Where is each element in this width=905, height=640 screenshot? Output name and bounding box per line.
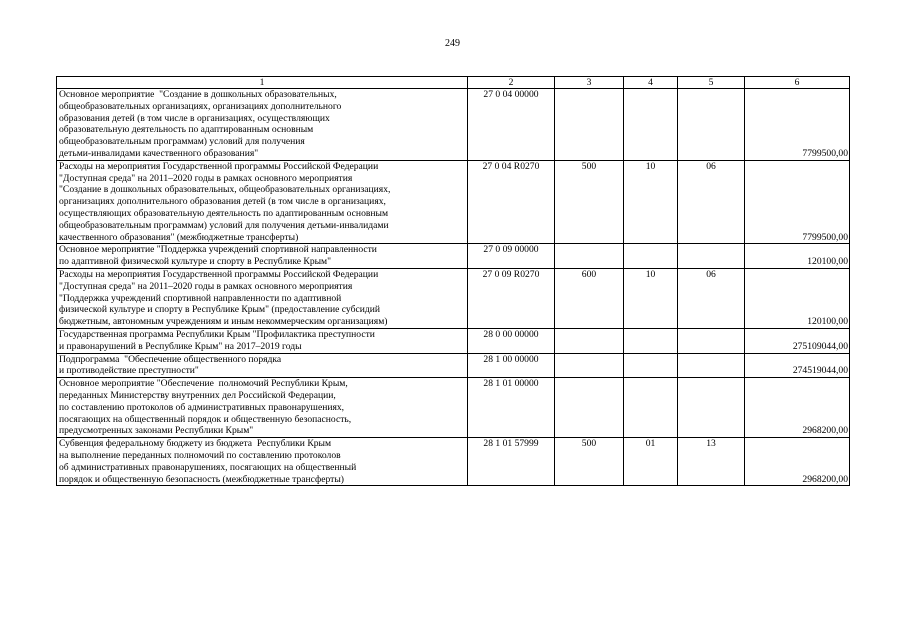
row-amount: 275109044,00: [745, 328, 850, 353]
column-header: 3: [555, 77, 624, 89]
row-code: 28 0 00 00000: [468, 328, 555, 353]
table-row: [57, 353, 850, 378]
row-amount: 7799500,00: [745, 160, 850, 244]
row-col5: 06: [678, 160, 745, 244]
row-col5: [678, 89, 745, 161]
row-name: Субвенция федеральному бюджету из бюджета Республики Крым на выполнение переданных полномочий по составлению протоколов об административных правонарушениях, посягающих на общественный порядок и общественную безопасность (межбюджетные трансферты): [57, 438, 468, 486]
row-code: 27 0 04 00000: [468, 89, 555, 161]
row-col4: 10: [624, 268, 678, 328]
row-col4: [624, 244, 678, 269]
row-col5: [678, 378, 745, 438]
row-col4: 01: [624, 438, 678, 486]
row-col5: [678, 328, 745, 353]
row-col5: [678, 244, 745, 269]
row-col4: 10: [624, 160, 678, 244]
column-header: 6: [745, 77, 850, 89]
row-amount: 7799500,00: [745, 89, 850, 161]
row-name: Основное мероприятие "Обеспечение полномочий Республики Крым, переданных Министерству внутренних дел Российской Федерации, по составлению протоколов об административных правонарушениях, посягающих на общественный порядок и общественную безопасность, предусмотренных законами Республики Крым": [57, 378, 468, 438]
row-name: Основное мероприятие "Поддержка учреждений спортивной направленности по адаптивной физической культуре и спорту в Республике Крым": [57, 244, 468, 269]
page-number: 249: [445, 38, 460, 49]
row-col3: 600: [555, 268, 624, 328]
row-col3: 500: [555, 438, 624, 486]
row-amount: 274519044,00: [745, 353, 850, 378]
row-code: 27 0 04 R0270: [468, 160, 555, 244]
table-row: [57, 328, 850, 353]
row-code: 28 1 01 00000: [468, 378, 555, 438]
column-header: 1: [57, 77, 468, 89]
column-header: 2: [468, 77, 555, 89]
table-row: [57, 160, 850, 244]
row-amount: 120100,00: [745, 244, 850, 269]
column-header: 4: [624, 77, 678, 89]
row-col4: [624, 378, 678, 438]
row-col4: [624, 328, 678, 353]
table-row: [57, 268, 850, 328]
row-code: 27 0 09 00000: [468, 244, 555, 269]
row-name: Подпрограмма "Обеспечение общественного порядка и противодействие преступности": [57, 353, 468, 378]
table-row: [57, 378, 850, 438]
row-code: 28 1 00 00000: [468, 353, 555, 378]
row-col4: [624, 89, 678, 161]
row-col3: [555, 244, 624, 269]
row-col3: [555, 89, 624, 161]
column-header: 5: [678, 77, 745, 89]
row-col5: 06: [678, 268, 745, 328]
row-col5: 13: [678, 438, 745, 486]
row-col3: [555, 378, 624, 438]
row-name: Государственная программа Республики Крым "Профилактика преступности и правонарушений в Республике Крым" на 2017–2019 годы: [57, 328, 468, 353]
table-row: [57, 438, 850, 486]
row-col3: [555, 328, 624, 353]
budget-table: [56, 76, 850, 486]
row-col3: 500: [555, 160, 624, 244]
row-col5: [678, 353, 745, 378]
row-col4: [624, 353, 678, 378]
row-col3: [555, 353, 624, 378]
row-amount: 2968200,00: [745, 378, 850, 438]
table-row: [57, 89, 850, 161]
row-amount: 2968200,00: [745, 438, 850, 486]
row-name: Расходы на мероприятия Государственной программы Российской Федерации "Доступная среда" на 2011–2020 годы в рамках основного мероприятия "Поддержка учреждений спортивной направленности по адаптивной физической культуре и спорту в Республике Крым" (предоставление субсидий бюджетным, автономным учреждениям и иным некоммерческим организациям): [57, 268, 468, 328]
row-code: 27 0 09 R0270: [468, 268, 555, 328]
row-code: 28 1 01 57999: [468, 438, 555, 486]
row-name: Расходы на мероприятия Государственной программы Российской Федерации "Доступная среда" на 2011–2020 годы в рамках основного мероприятия "Создание в дошкольных образовательных, общеобразовательных организациях, организациях дополнительного образования детей (в том числе в организациях, осуществляющих образовательную деятельность по адаптированным основным общеобразовательным программам) условий для получения детьми-инвалидами качественного образования" (межбюджетные трансферты): [57, 160, 468, 244]
row-amount: 120100,00: [745, 268, 850, 328]
table-row: [57, 244, 850, 269]
row-name: Основное мероприятие "Создание в дошкольных образовательных, общеобразовательных организациях, организациях дополнительного образования детей (в том числе в организациях, осуществляющих образовательную деятельность по адаптированным основным общеобразовательным программам) условий для получения детьми-инвалидами качественного образования": [57, 89, 468, 161]
table-header-row: [57, 77, 850, 89]
